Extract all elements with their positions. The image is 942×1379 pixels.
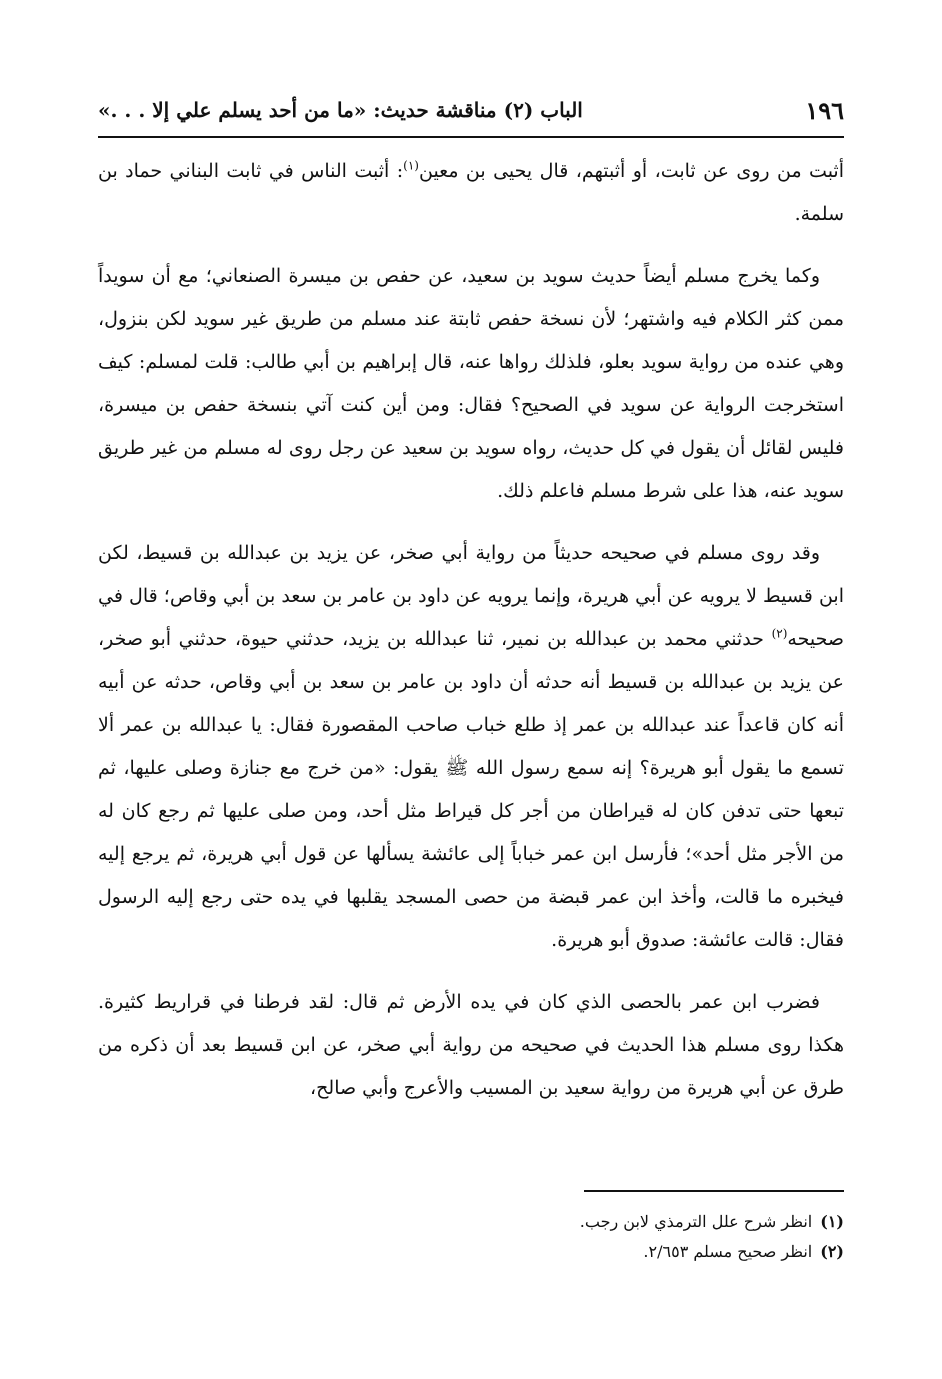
- footnote-ref-2: (٢): [771, 626, 788, 641]
- paragraph-text: وكما يخرج مسلم أيضاً حديث سويد بن سعيد، عن حفص بن ميسرة الصنعاني؛ مع أن سويداً ممن كثر الكلام فيه واشتهر؛ لأن نسخة حفص ثابتة عند مسلم من طريق غير سويد لكن بنزول، وهي عنده من رواية سويد بعلو، فلذلك رواها عنه، قال إبراهيم بن أبي طالب: قلت لمسلم: كيف استخرجت الرواية عن سويد في الصحيح؟ فقال: ومن أين كنت آتي بنسخة حفص بن ميسرة، فليس لقائل أن يقول في كل حديث، رواه سويد بن سعيد عن رجل روى له مسلم من غير طريق سويد عنه، هذا على شرط مسلم فاعلم ذلك.: [98, 265, 844, 502]
- paragraph-text: أثبت من روى عن ثابت، أو أثبتهم، قال يحيى بن معين: [418, 160, 844, 182]
- footnote-text: انظر شرح علل الترمذي لابن رجب.: [579, 1212, 813, 1231]
- header-divider: [98, 136, 844, 138]
- paragraph-1: [98, 150, 844, 236]
- page-number: ١٩٦: [805, 96, 844, 125]
- footnote-number: (١): [820, 1212, 844, 1231]
- paragraph-4: [98, 981, 844, 1110]
- footnote-1: [98, 1207, 844, 1237]
- main-text: [98, 150, 844, 1129]
- paragraph-text: : أثبت الناس في ثابت البناني حماد بن سلمة.: [98, 160, 844, 225]
- footnote-ref-1: (١): [403, 158, 419, 173]
- footnotes: [98, 1207, 844, 1267]
- footnote-divider: [584, 1190, 844, 1192]
- paragraph-2: [98, 255, 844, 513]
- footnote-2: [98, 1237, 844, 1267]
- footnote-number: (٢): [820, 1242, 844, 1261]
- footnote-text: انظر صحيح مسلم ٢/٦٥٣.: [643, 1242, 813, 1261]
- running-title: الباب (٢) مناقشة حديث: «ما من أحد يسلم علي إلا . . .»: [98, 98, 583, 122]
- page-header: [98, 96, 844, 126]
- paragraph-3: [98, 532, 844, 962]
- paragraph-text: حدثني محمد بن عبدالله بن نمير، ثنا عبدالله بن يزيد، حدثني حيوة، حدثني أبو صخر، عن يزيد بن عبدالله بن قسيط أنه حدثه أن داود بن عامر بن سعد بن أبي وقاص، حدثه عن أبيه أنه كان قاعداً عند عبدالله بن عمر إذ طلع خباب صاحب المقصورة فقال: يا عبدالله بن عمر ألا تسمع ما يقول أبو هريرة؟ إنه سمع رسول الله ﷺ يقول: «من خرج مع جنازة وصلى عليها، ثم تبعها حتى تدفن كان له قيراطان من أجر كل قيراط مثل أحد، ومن صلى عليها ثم رجع كان له من الأجر مثل أحد»؛ فأرسل ابن عمر خباباً إلى عائشة يسألها عن قول أبي هريرة، ثم يرجع إليه فيخبره ما قالت، وأخذ ابن عمر قبضة من حصى المسجد يقلبها في يده حتى رجع إليه الرسول فقال: قالت عائشة: صدوق أبو هريرة.: [98, 628, 844, 951]
- paragraph-text: وقد روى مسلم في صحيحه حديثاً من رواية أبي صخر، عن يزيد بن عبدالله بن قسيط، لكن ابن قسيط لا يرويه عن أبي هريرة، وإنما يرويه عن داود بن عامر بن سعد بن أبي وقاص؛ قال في صحيحه: [98, 542, 844, 650]
- paragraph-text: فضرب ابن عمر بالحصى الذي كان في يده الأرض ثم قال: لقد فرطنا في قراريط كثيرة. هكذا روى مسلم هذا الحديث في صحيحه من رواية أبي صخر، عن ابن قسيط بعد أن ذكره من طرق عن أبي هريرة من رواية سعيد بن المسيب والأعرج وأبي صالح،: [98, 991, 845, 1099]
